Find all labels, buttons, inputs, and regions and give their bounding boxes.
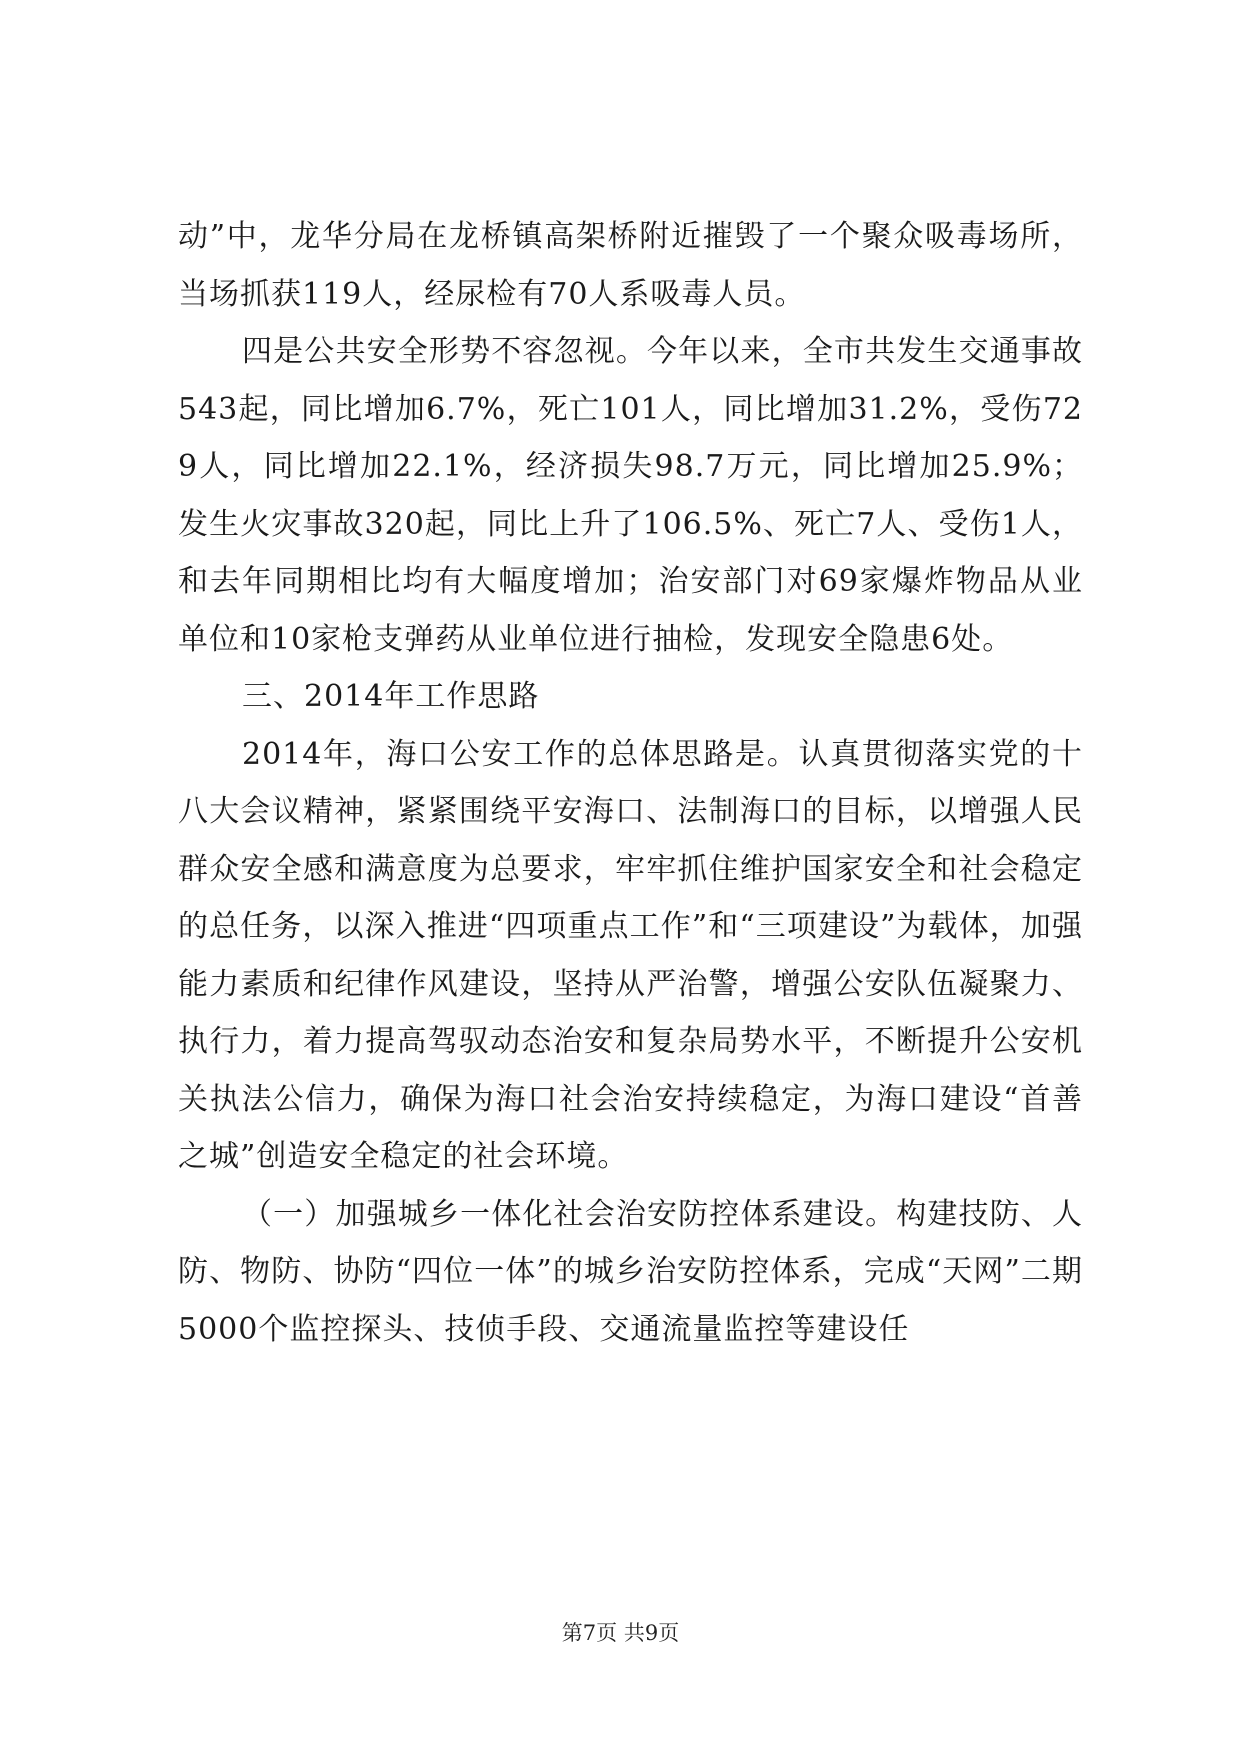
paragraph-prevention-system: （一）加强城乡一体化社会治安防控体系建设。构建技防、人防、物防、协防“四位一体”的城乡治安防控体系，完成“天网”二期5000个监控探头、技侦手段、交通流量监控等建设任: [178, 1196, 1083, 1347]
paragraph-overall-approach: 2014年，海口公安工作的总体思路是。认真贯彻落实党的十八大会议精神，紧紧围绕平安海口、法制海口的目标，以增强人民群众安全感和满意度为总要求，牢牢抓住维护国家安全和社会稳定的总任务，以深入推进“四项重点工作”和“三项建设”为载体，加强能力素质和纪律作风建设，坚持从严治警，增强公安队伍凝聚力、执行力，着力提高驾驭动态治安和复杂局势水平，不断提升公安机关执法公信力，确保为海口社会治安持续稳定，为海口建设“首善之城”创造安全稳定的社会环境。: [178, 736, 1083, 1174]
section-heading-work-plan: 三、2014年工作思路: [242, 679, 540, 714]
document-body: [178, 208, 1083, 1358]
paragraph-public-safety: 四是公共安全形势不容忽视。今年以来，全市共发生交通事故543起，同比增加6.7%，死亡101人，同比增加31.2%，受伤729人，同比增加22.1%，经济损失98.7万元，同比增加25.9%；发生火灾事故320起，同比上升了106.5%、死亡7人、受伤1人，和去年同期相比均有大幅度增加；治安部门对69家爆炸物品从业单位和10家枪支弹药从业单位进行抽检，发现安全隐患6处。: [178, 334, 1083, 657]
page-footer: 第7页 共9页: [561, 1621, 680, 1645]
paragraph-continuation: 动”中，龙华分局在龙桥镇高架桥附近摧毁了一个聚众吸毒场所，当场抓获119人，经尿检有70人系吸毒人员。: [178, 219, 1083, 312]
